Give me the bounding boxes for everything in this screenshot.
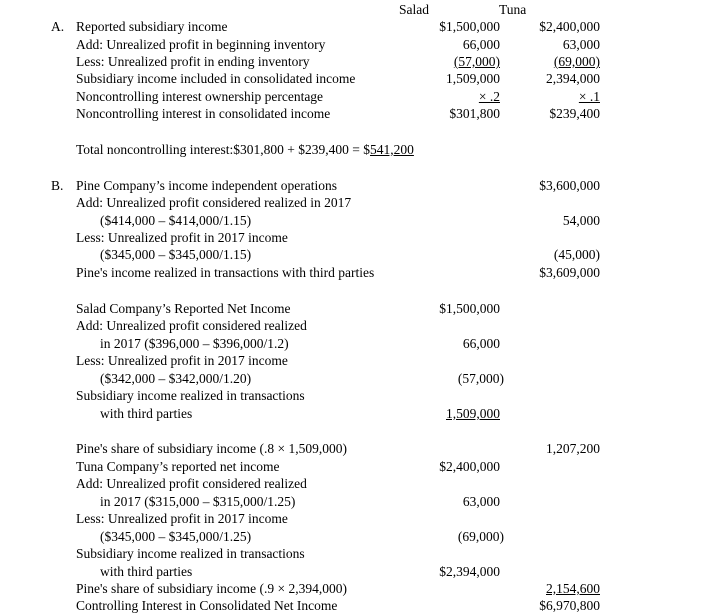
line-text: with third parties bbox=[100, 406, 193, 421]
col3-value: 1,207,200 bbox=[546, 441, 600, 456]
line-text: Controlling Interest in Consolidated Net Income bbox=[76, 598, 338, 613]
col2-value: 1,509,000 bbox=[446, 406, 500, 421]
salad-value: × .2 bbox=[478, 89, 500, 104]
line-text: Add: Unrealized profit considered realized in 2017 bbox=[76, 195, 352, 210]
line-text: Pine's income realized in transactions with third parties bbox=[76, 265, 375, 280]
line-text: Subsidiary income realized in transactions bbox=[76, 388, 305, 403]
line-text: ($345,000 – $345,000/1.15) bbox=[100, 247, 252, 262]
col2-value: $1,500,000 bbox=[439, 301, 500, 316]
col2-value: $2,400,000 bbox=[439, 459, 500, 474]
col2-value: (57,000) bbox=[457, 371, 504, 386]
header-tuna: Tuna bbox=[499, 2, 527, 17]
salad-value: (57,000) bbox=[453, 54, 500, 69]
tuna-value: × .1 bbox=[578, 89, 600, 104]
line-text: ($345,000 – $345,000/1.25) bbox=[100, 529, 252, 544]
col3-value: 2,154,600 bbox=[546, 581, 600, 596]
salad-value: 66,000 bbox=[462, 37, 500, 52]
line-text: Less: Unrealized profit in 2017 income bbox=[76, 230, 288, 245]
row-label: Noncontrolling interest in consolidated income bbox=[76, 106, 331, 121]
col3-value: $3,600,000 bbox=[539, 178, 600, 193]
col2-value: (69,000) bbox=[457, 529, 504, 544]
total-prefix: Total noncontrolling interest:$301,800 + $239,400 = $ bbox=[76, 142, 371, 157]
line-text: Add: Unrealized profit considered realized bbox=[76, 476, 307, 491]
col3-value: 54,000 bbox=[562, 213, 600, 228]
line-text: Pine Company’s income independent operations bbox=[76, 178, 337, 193]
line-text: Less: Unrealized profit in 2017 income bbox=[76, 511, 288, 526]
line-text: in 2017 ($315,000 – $315,000/1.25) bbox=[100, 494, 296, 509]
tuna-value: (69,000) bbox=[553, 54, 600, 69]
line-text: Pine's share of subsidiary income (.9 × 2,394,000) bbox=[76, 581, 348, 596]
tuna-value: 2,394,000 bbox=[546, 71, 600, 86]
salad-value: 1,509,000 bbox=[446, 71, 500, 86]
col3-value: (45,000) bbox=[553, 247, 600, 262]
row-label: Less: Unrealized profit in ending inventory bbox=[76, 54, 310, 69]
col2-value: 66,000 bbox=[462, 336, 500, 351]
col2-value: 63,000 bbox=[462, 494, 500, 509]
col3-value: $3,609,000 bbox=[539, 265, 600, 280]
tuna-value: $239,400 bbox=[549, 106, 600, 121]
salad-value: $301,800 bbox=[449, 106, 500, 121]
line-text: ($414,000 – $414,000/1.15) bbox=[100, 213, 252, 228]
salad-value: $1,500,000 bbox=[439, 19, 500, 34]
line-text: Subsidiary income realized in transactions bbox=[76, 546, 305, 561]
part-a-marker: A. bbox=[51, 19, 65, 34]
row-label: Add: Unrealized profit in beginning inventory bbox=[76, 37, 326, 52]
line-text: Less: Unrealized profit in 2017 income bbox=[76, 353, 288, 368]
line-text: Salad Company’s Reported Net Income bbox=[76, 301, 291, 316]
part-b-marker: B. bbox=[51, 178, 64, 193]
line-text: ($342,000 – $342,000/1.20) bbox=[100, 371, 252, 386]
total-noncontrolling-interest bbox=[76, 142, 414, 157]
row-label: Reported subsidiary income bbox=[76, 19, 228, 34]
row-label: Noncontrolling interest ownership percentage bbox=[76, 89, 324, 104]
header-salad: Salad bbox=[399, 2, 429, 17]
col3-value: $6,970,800 bbox=[539, 598, 600, 613]
line-text: in 2017 ($396,000 – $396,000/1.2) bbox=[100, 336, 289, 351]
line-text: Tuna Company’s reported net income bbox=[76, 459, 280, 474]
row-label: Subsidiary income included in consolidated income bbox=[76, 71, 356, 86]
tuna-value: $2,400,000 bbox=[539, 19, 600, 34]
total-value: 541,200 bbox=[370, 142, 414, 157]
line-text: Add: Unrealized profit considered realized bbox=[76, 318, 307, 333]
tuna-value: 63,000 bbox=[562, 37, 600, 52]
col2-value: $2,394,000 bbox=[439, 564, 500, 579]
line-text: Pine's share of subsidiary income (.8 × 1,509,000) bbox=[76, 441, 348, 456]
line-text: with third parties bbox=[100, 564, 193, 579]
